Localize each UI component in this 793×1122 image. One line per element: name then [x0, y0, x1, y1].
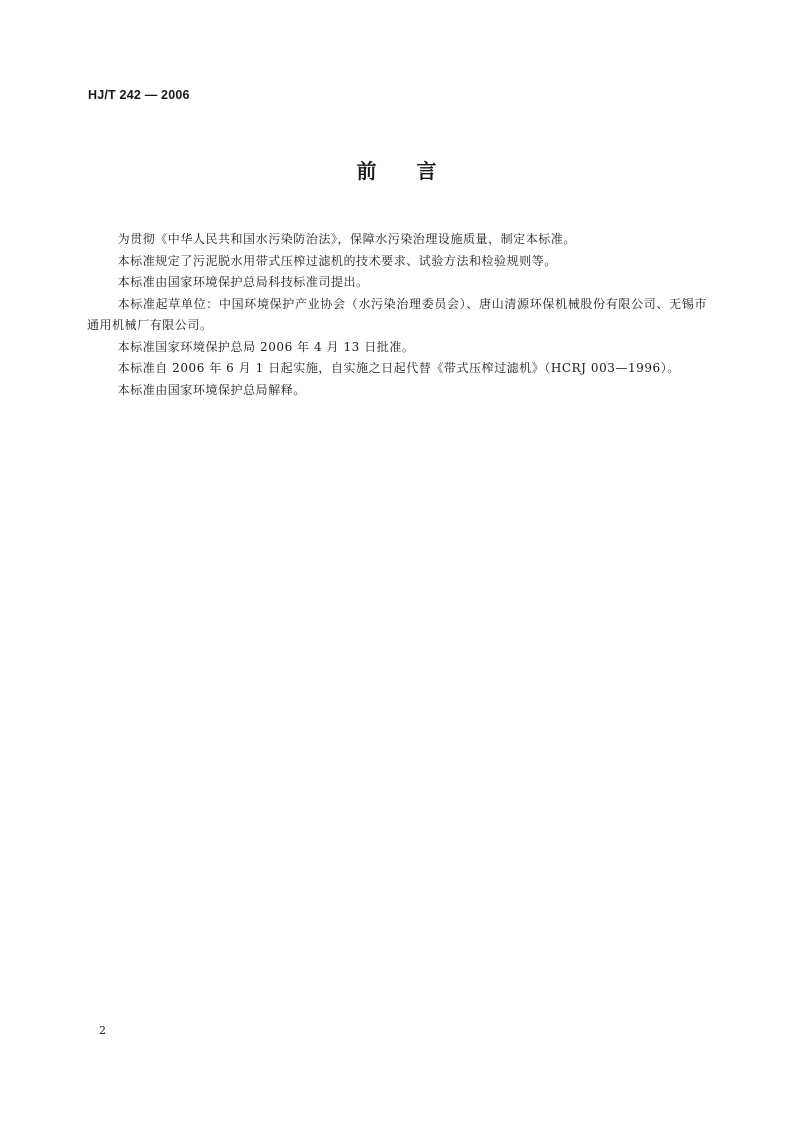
- page-number: 2: [99, 1024, 106, 1037]
- paragraph-interpretation: 本标准由国家环境保护总局解释。: [117, 382, 306, 397]
- paragraph-approval: 本标准国家环境保护总局 2006 年 4 月 13 日批准。: [117, 339, 415, 354]
- page-title: 前 言: [356, 159, 437, 183]
- paragraph-purpose: 为贯彻《中华人民共和国水污染防治法》，保障水污染治理设施质量，制定本标准。: [117, 232, 576, 246]
- paragraph-scope: 本标准规定了污泥脱水用带式压榨过滤机的技术要求、试验方法和检验规则等。: [117, 253, 557, 268]
- standard-code: HJ/T 242 — 2006: [88, 88, 190, 102]
- foreword-body: [87, 229, 707, 401]
- paragraph-drafting-units: 本标准起草单位：中国环境保护产业协会（水污染治理委员会）、唐山清源环保机械股份有限公司、无锡市通用机械厂有限公司。: [87, 296, 707, 332]
- paragraph-proposer: 本标准由国家环境保护总局科技标准司提出。: [117, 275, 369, 289]
- paragraph-implementation: 本标准自 2006 年 6 月 1 日起实施，自实施之日起代替《带式压榨过滤机》（HCRJ 003—1996）。: [117, 361, 680, 375]
